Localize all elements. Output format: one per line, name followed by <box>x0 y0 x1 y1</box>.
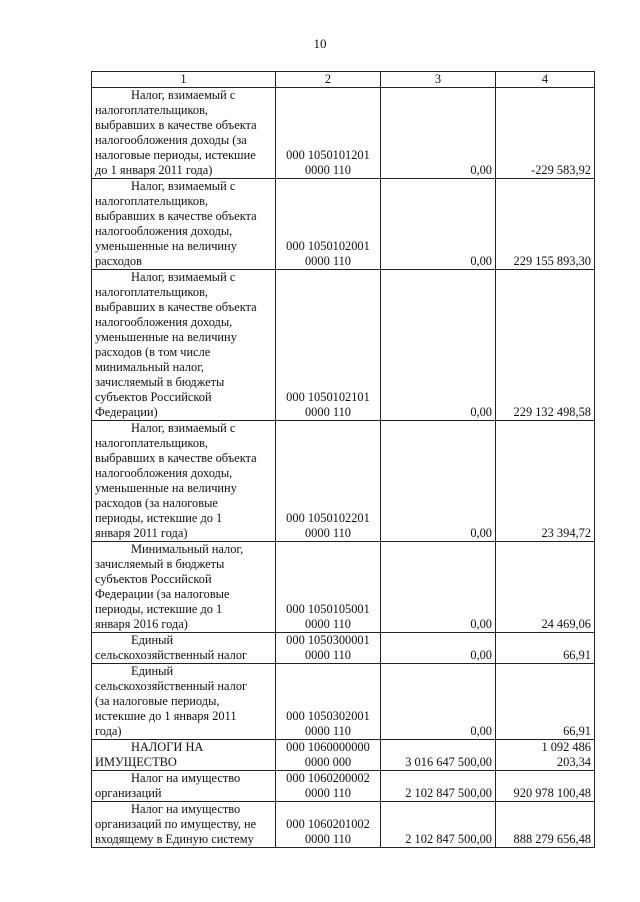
table-row <box>92 421 595 542</box>
row-plan-cell: 0,00 <box>381 179 496 270</box>
row-code-cell: 000 1060200002 0000 110 <box>276 771 381 802</box>
row-actual-cell: 920 978 100,48 <box>496 771 595 802</box>
row-name-cell: Минимальный налог, зачисляемый в бюджеты субъектов Российской Федерации (за налоговые периоды, истекшие до 1 января 2016 года) <box>92 542 276 633</box>
row-actual-cell: 1 092 486 203,34 <box>496 740 595 771</box>
row-name-cell: Налог, взимаемый с налогоплательщиков, выбравших в качестве объекта налогообложения доходы, уменьшенные на величину расходов <box>92 179 276 270</box>
column-header-4: 4 <box>496 72 595 88</box>
row-actual-cell: -229 583,92 <box>496 88 595 179</box>
table-row <box>92 740 595 771</box>
row-code-cell: 000 1050102101 0000 110 <box>276 270 381 421</box>
row-plan-cell: 2 102 847 500,00 <box>381 802 496 848</box>
row-name-cell: НАЛОГИ НА ИМУЩЕСТВО <box>92 740 276 771</box>
row-code-cell: 000 1050102001 0000 110 <box>276 179 381 270</box>
table-row <box>92 542 595 633</box>
row-plan-cell: 0,00 <box>381 421 496 542</box>
row-code-cell: 000 1050101201 0000 110 <box>276 88 381 179</box>
row-code-cell: 000 1050102201 0000 110 <box>276 421 381 542</box>
row-plan-cell: 0,00 <box>381 88 496 179</box>
row-actual-cell: 24 469,06 <box>496 542 595 633</box>
table-body <box>92 88 595 848</box>
row-name-cell: Налог, взимаемый с налогоплательщиков, выбравших в качестве объекта налогообложения доходы, уменьшенные на величину расходов (в том числе минимальный налог, зачисляемый в бюджеты субъектов Российской Федерации) <box>92 270 276 421</box>
table-row <box>92 270 595 421</box>
column-header-3: 3 <box>381 72 496 88</box>
table-row <box>92 88 595 179</box>
row-code-cell: 000 1060000000 0000 000 <box>276 740 381 771</box>
table-row <box>92 802 595 848</box>
row-plan-cell: 0,00 <box>381 270 496 421</box>
column-header-1: 1 <box>92 72 276 88</box>
row-name-cell: Единый сельскохозяйственный налог <box>92 633 276 664</box>
table-row <box>92 771 595 802</box>
table-row <box>92 179 595 270</box>
row-code-cell: 000 1060201002 0000 110 <box>276 802 381 848</box>
row-plan-cell: 0,00 <box>381 542 496 633</box>
row-actual-cell: 66,91 <box>496 664 595 740</box>
row-code-cell: 000 1050300001 0000 110 <box>276 633 381 664</box>
row-actual-cell: 66,91 <box>496 633 595 664</box>
row-actual-cell: 229 155 893,30 <box>496 179 595 270</box>
row-code-cell: 000 1050302001 0000 110 <box>276 664 381 740</box>
table-row <box>92 664 595 740</box>
row-name-cell: Единый сельскохозяйственный налог (за налоговые периоды, истекшие до 1 января 2011 года) <box>92 664 276 740</box>
row-code-cell: 000 1050105001 0000 110 <box>276 542 381 633</box>
row-plan-cell: 0,00 <box>381 633 496 664</box>
row-actual-cell: 23 394,72 <box>496 421 595 542</box>
row-name-cell: Налог на имущество организаций <box>92 771 276 802</box>
row-actual-cell: 888 279 656,48 <box>496 802 595 848</box>
row-plan-cell: 0,00 <box>381 664 496 740</box>
row-plan-cell: 3 016 647 500,00 <box>381 740 496 771</box>
page-number: 10 <box>313 36 327 51</box>
row-name-cell: Налог, взимаемый с налогоплательщиков, выбравших в качестве объекта налогообложения доходы, уменьшенные на величину расходов (за налоговые периоды, истекшие до 1 января 2011 года) <box>92 421 276 542</box>
row-name-cell: Налог, взимаемый с налогоплательщиков, выбравших в качестве объекта налогообложения доходы (за налоговые периоды, истекшие до 1 января 2011 года) <box>92 88 276 179</box>
table-row <box>92 633 595 664</box>
revenue-table <box>91 71 595 848</box>
row-actual-cell: 229 132 498,58 <box>496 270 595 421</box>
table-header-row <box>92 72 595 88</box>
row-plan-cell: 2 102 847 500,00 <box>381 771 496 802</box>
row-name-cell: Налог на имущество организаций по имуществу, не входящему в Единую систему <box>92 802 276 848</box>
column-header-2: 2 <box>276 72 381 88</box>
